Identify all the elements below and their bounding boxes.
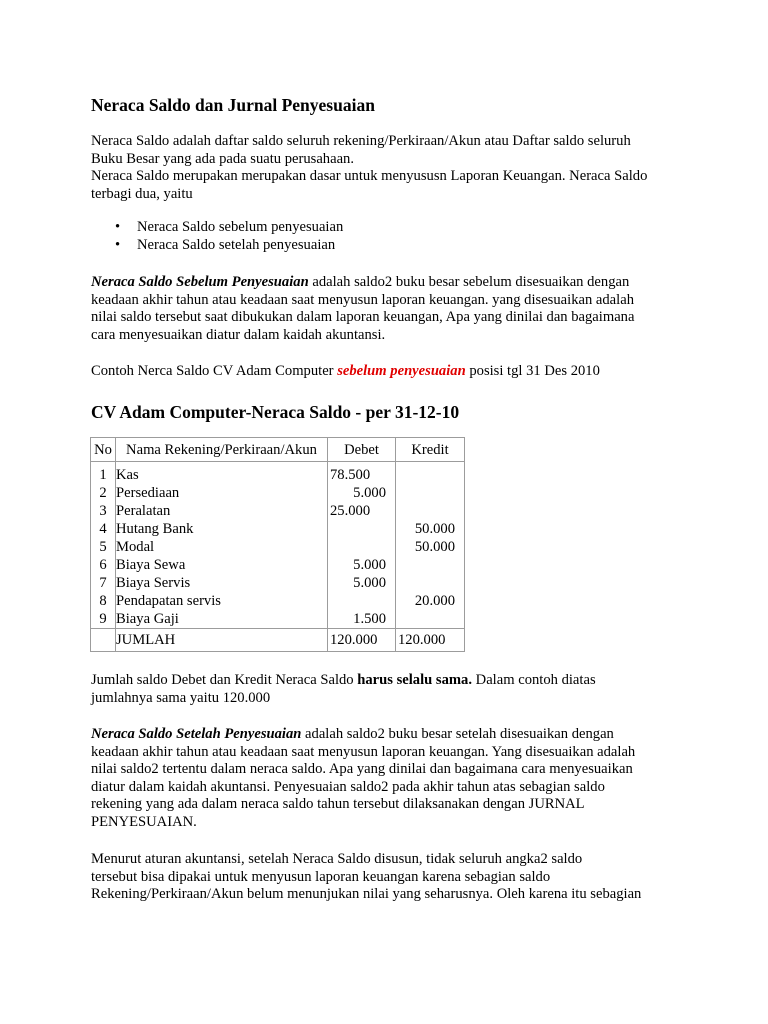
row-no: 5 [99, 539, 107, 555]
sum-note-line: jumlahnya sama yaitu 120.000 [91, 689, 271, 706]
paragraph-line: rekening yang ada dalam neraca saldo tahun tersebut dilaksanakan dengan JURNAL [91, 796, 585, 812]
header-no: No [91, 438, 116, 462]
row-account-name: Pendapatan servis [116, 593, 221, 609]
row-account-name: Kas [116, 467, 139, 483]
row-kredit: 50.000 [414, 521, 455, 537]
row-no: 1 [99, 467, 107, 483]
intro-line: Neraca Saldo adalah daftar saldo seluruh rekening/Perkiraan/Akun atau Daftar saldo seluruh [91, 133, 631, 149]
paragraph-line: nilai saldo tersebut saat dibukukan dalam laporan keuangan, Apa yang dinilai dan bagaimana [91, 309, 635, 325]
paragraph-text: adalah saldo2 buku besar setelah disesuaikan dengan [301, 726, 614, 742]
paragraph-line: Menurut aturan akuntansi, setelah Neraca Saldo disusun, tidak seluruh angka2 saldo [91, 851, 583, 867]
row-debet [328, 538, 386, 556]
table-total-row [91, 629, 465, 652]
debet-column [328, 462, 396, 629]
row-no: 2 [99, 485, 107, 501]
after-term: Neraca Saldo Setelah Penyesuaian [91, 726, 302, 742]
before-term: Neraca Saldo Sebelum Penyesuaian [91, 274, 309, 290]
row-debet: 5.000 [353, 485, 386, 501]
row-debet: 78.500 [330, 467, 371, 483]
paragraph-line: keadaan akhir tahun atau keadaan saat menyusun laporan keuangan. Yang disesuaikan adalah [91, 743, 636, 760]
row-debet: 5.000 [353, 575, 386, 591]
paragraph-line: keadaan akhir tahun atau keadaan saat menyusun laporan keuangan. yang disesuaikan adalah [91, 291, 634, 308]
paragraph-line: diatur dalam kaidah akuntansi. Penyesuaian saldo2 pada akhir tahun atas sebagian saldo [91, 778, 605, 795]
example-line [91, 363, 691, 381]
table-body-row [91, 462, 465, 629]
no-column [91, 462, 116, 629]
row-debet [328, 520, 386, 538]
row-account-name: Biaya Servis [116, 575, 191, 591]
header-debet: Debet [328, 438, 396, 462]
list-item: • Neraca Saldo sebelum penyesuaian [91, 219, 691, 237]
row-kredit [396, 610, 455, 628]
sum-note-paragraph [91, 672, 691, 707]
bullet-list [91, 219, 691, 255]
row-no: 6 [99, 557, 107, 573]
table-header-row [91, 438, 465, 462]
paragraph-line: PENYESUAIAN. [91, 813, 197, 830]
total-label: JUMLAH [116, 629, 328, 652]
row-account-name: Hutang Bank [116, 521, 194, 537]
row-debet: 5.000 [353, 557, 386, 573]
account-name-column [116, 462, 328, 629]
row-debet: 1.500 [353, 611, 386, 627]
header-kredit: Kredit [396, 438, 465, 462]
row-account-name: Biaya Gaji [116, 611, 179, 627]
list-item: • Neraca Saldo setelah penyesuaian [91, 237, 691, 255]
intro-paragraph [91, 133, 691, 203]
row-no: 8 [99, 593, 107, 609]
sum-note-suffix: Dalam contoh diatas [472, 672, 596, 688]
total-no-cell [91, 629, 116, 652]
intro-line: terbagi dua, yaitu [91, 185, 193, 202]
row-kredit [396, 484, 455, 502]
row-kredit [396, 466, 455, 484]
paragraph-text: adalah saldo2 buku besar sebelum disesuaikan dengan [308, 274, 630, 290]
after-adjustment-paragraph [91, 726, 691, 831]
example-highlight: sebelum penyesuaian [337, 363, 466, 379]
example-prefix: Contoh Nerca Saldo CV Adam Computer [91, 363, 338, 379]
page-title: Neraca Saldo dan Jurnal Penyesuaian [91, 95, 375, 115]
intro-line: Buku Besar yang ada pada suatu perusahaan. [91, 150, 355, 167]
row-no: 9 [99, 611, 107, 627]
paragraph-line: cara menyesuaikan diatur dalam kaidah akuntansi. [91, 326, 386, 343]
row-no: 7 [99, 575, 107, 591]
row-account-name: Peralatan [116, 503, 171, 519]
row-no: 4 [99, 521, 107, 537]
row-no: 3 [99, 503, 107, 519]
before-adjustment-paragraph [91, 274, 691, 344]
sum-note-prefix: Jumlah saldo Debet dan Kredit Neraca Saldo [91, 672, 358, 688]
example-suffix: posisi tgl 31 Des 2010 [465, 363, 600, 379]
trial-balance-table [90, 437, 465, 652]
total-debet: 120.000 [328, 629, 396, 652]
total-kredit: 120.000 [396, 629, 465, 652]
row-account-name: Persediaan [116, 485, 180, 501]
header-account-name: Nama Rekening/Perkiraan/Akun [116, 438, 328, 462]
row-account-name: Modal [116, 539, 155, 555]
intro-line: Neraca Saldo merupakan merupakan dasar untuk menyususn Laporan Keuangan. Neraca Saldo [91, 168, 648, 184]
row-account-name: Biaya Sewa [116, 557, 186, 573]
row-kredit [396, 556, 455, 574]
sum-note-bold: harus selalu sama. [357, 672, 473, 688]
row-kredit [396, 502, 455, 520]
closing-paragraph [91, 851, 691, 904]
row-kredit [396, 574, 455, 592]
table-title: CV Adam Computer-Neraca Saldo - per 31-12-10 [91, 402, 460, 422]
paragraph-line: Rekening/Perkiraan/Akun belum menunjukan nilai yang seharusnya. Oleh karena itu sebagian [91, 886, 642, 902]
kredit-column [396, 462, 465, 629]
row-kredit: 20.000 [414, 593, 455, 609]
row-debet [328, 592, 386, 610]
row-kredit: 50.000 [414, 539, 455, 555]
paragraph-line: tersebut bisa dipakai untuk menyusun laporan keuangan karena sebagian saldo [91, 868, 551, 885]
paragraph-line: nilai saldo2 tertentu dalam neraca saldo. Apa yang dinilai dan bagaimana cara menyesuaikan [91, 761, 633, 777]
row-debet: 25.000 [330, 503, 371, 519]
